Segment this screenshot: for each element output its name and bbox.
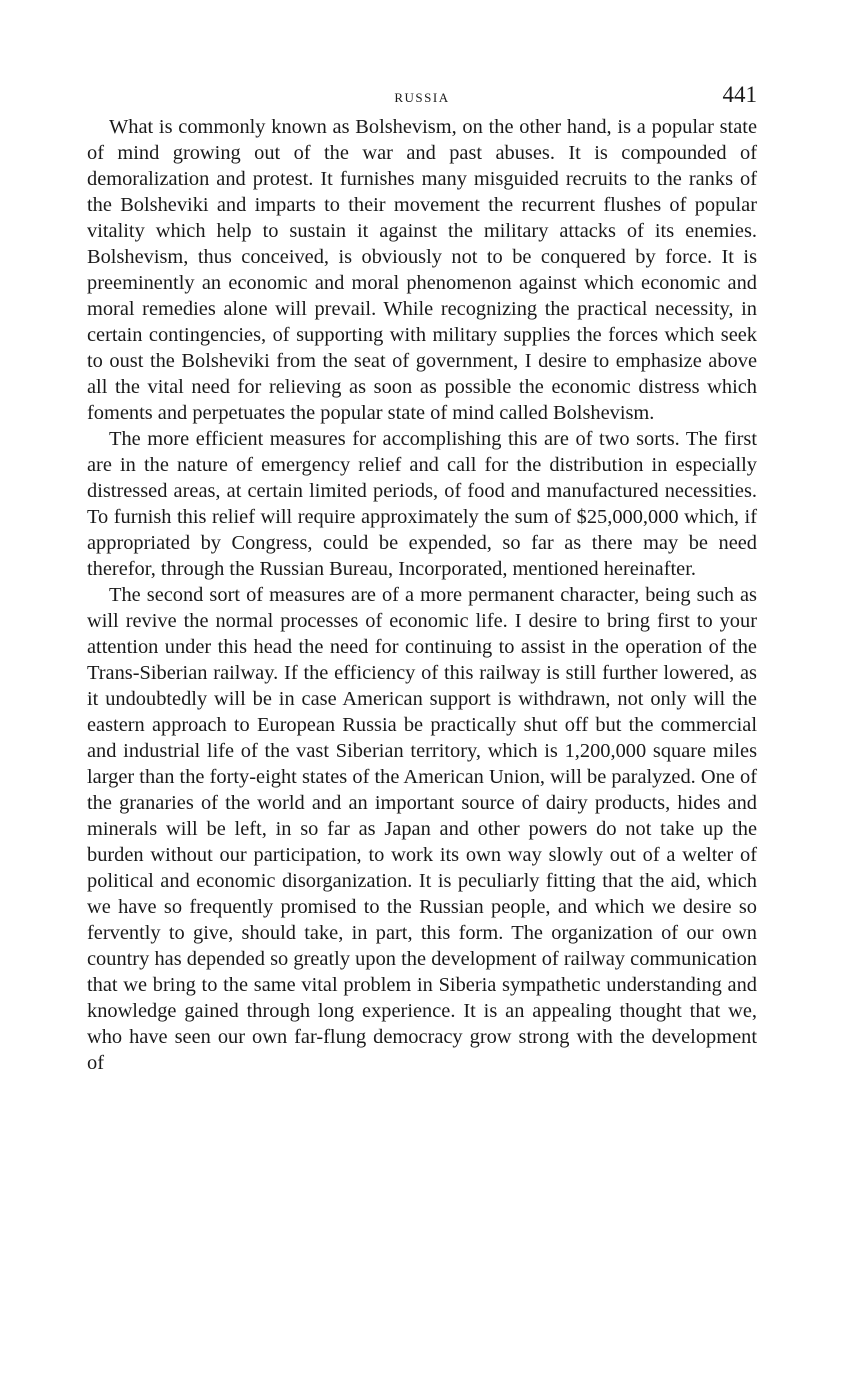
paragraph: The more efficient measures for accomplishing this are of two sorts. The first are in the nature of emergency relief and call for the distribution in especially distressed areas, at certain limited periods, of food and manufactured necessities. To furnish this relief will require approximately the sum of $25,000,000 which, if appropriated by Congress, could be expended, so far as there may be need therefor, through the Russian Bureau, Incorporated, mentioned hereinafter.	[87, 428, 757, 580]
paragraph: The second sort of measures are of a more permanent character, being such as will revive the normal processes of economic life. I desire to bring first to your attention under this head the need for continuing to assist in the operation of the Trans-Siberian railway. If the efficiency of this railway is still further lowered, as it undoubtedly will be in case American support is withdrawn, not only will the eastern approach to European Russia be practically shut off but the commercial and industrial life of the vast Siberian territory, which is 1,200,000 square miles larger than the forty-eight states of the American Union, will be paralyzed. One of the granaries of the world and an important source of dairy products, hides and minerals will be left, in so far as Japan and other powers do not take up the burden without our participation, to work its own way slowly out of a welter of political and economic disorganization. It is peculiarly fitting that the aid, which we have so frequently promised to the Russian people, and which we desire so fervently to give, should take, in part, this form. The organization of our own country has depended so greatly upon the development of railway communication that we bring to the same vital problem in Siberia sympathetic understanding and knowledge gained through long experience. It is an appealing thought that we, who have seen our own far-flung democracy grow strong with the development of	[87, 584, 757, 1074]
paragraph: What is commonly known as Bolshevism, on the other hand, is a popular state of mind growing out of the war and past abuses. It is compounded of demoralization and protest. It furnishes many misguided recruits to the ranks of the Bolsheviki and imparts to their movement the recurrent flushes of popular vitality which help to sustain it against the military attacks of its enemies. Bolshevism, thus conceived, is obviously not to be conquered by force. It is preeminently an economic and moral phenomenon against which economic and moral remedies alone will prevail. While recognizing the practical necessity, in certain contingencies, of supporting with military supplies the forces which seek to oust the Bolsheviki from the seat of government, I desire to emphasize above all the vital need for relieving as soon as possible the economic distress which foments and perpetuates the popular state of mind called Bolshevism.	[87, 116, 757, 424]
page-number: 441	[722, 82, 757, 107]
body-text	[87, 114, 757, 1076]
running-head	[87, 82, 757, 114]
running-title: RUSSIA	[394, 90, 450, 105]
book-page	[87, 82, 757, 1076]
